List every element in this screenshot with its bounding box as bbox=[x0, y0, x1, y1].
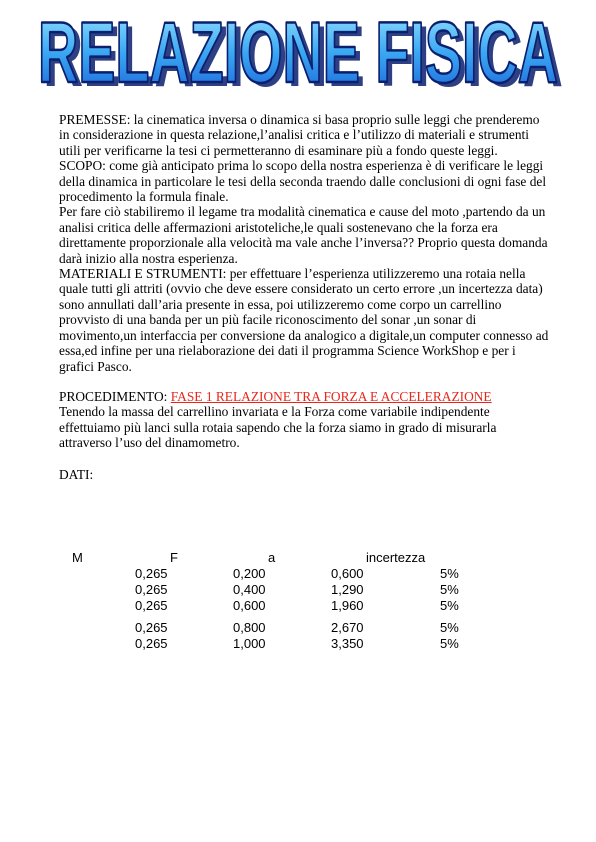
document-body bbox=[59, 112, 549, 482]
table-cell: 5% bbox=[440, 620, 459, 635]
table-cell: 5% bbox=[440, 598, 459, 613]
table-header-m: M bbox=[72, 550, 83, 565]
procedimento-label: PROCEDIMENTO: bbox=[59, 388, 171, 404]
paragraph-materiali: MATERIALI E STRUMENTI: per effettuare l’esperienza utilizzeremo una rotaia nella quale tutti gli attriti (ovvio che deve essere considerato un certo errore ,un incertezza data) sono annullati dall’aria presente in essa, poi utilizzeremo come corpo un carrellino provvisto di una banda per un più facile riconoscimento del sonar ,un sonar di movimento,un interfaccia per conversione da analogico a digitale,un computer connesso ad essa,ed infine per una rielaborazione dei dati il programma Science WorkShop e per i grafici Pasco. bbox=[59, 266, 549, 374]
table-cell: 2,670 bbox=[331, 620, 364, 635]
table-cell: 0,265 bbox=[135, 636, 168, 651]
table-cell: 0,200 bbox=[233, 566, 266, 581]
paragraph-procedimento-text: Tenendo la massa del carrellino invariata e la Forza come variabile indipendente effettuiamo più lanci sulla rotaia sapendo che la forza siamo in grado di misurarla attraverso l’uso del dinamometro. bbox=[59, 404, 497, 451]
table-cell: 5% bbox=[440, 636, 459, 651]
table-cell: 0,265 bbox=[135, 620, 168, 635]
fase1-link[interactable]: FASE 1 RELAZIONE TRA FORZA E ACCELERAZIONE bbox=[170, 388, 492, 404]
paragraph-premesse: PREMESSE: la cinematica inversa o dinamica si basa proprio sulle leggi che prenderemo in considerazione in questa relazione,l’analisi critica e l’utilizzo di materiali e strumenti utili per verificarne la tesi ci permetteranno di esaminare più a fondo queste leggi. bbox=[59, 112, 540, 158]
table-header-f: F bbox=[170, 550, 178, 565]
table-cell: 0,265 bbox=[135, 566, 168, 581]
table-cell: 0,265 bbox=[135, 598, 168, 613]
table-cell: 0,400 bbox=[233, 582, 266, 597]
table-header-a: a bbox=[268, 550, 276, 565]
table-cell: 1,290 bbox=[331, 582, 364, 597]
paragraph-procedimento bbox=[59, 389, 549, 404]
table-cell: 0,800 bbox=[233, 620, 266, 635]
page-title: RELAZIONE FISICA bbox=[38, 5, 558, 100]
table-cell: 0,265 bbox=[135, 582, 168, 597]
table-header-incertezza: incertezza bbox=[366, 550, 426, 565]
table-cell: 5% bbox=[440, 566, 459, 581]
table-cell: 1,960 bbox=[331, 598, 364, 613]
paragraph-per-fare: Per fare ciò stabiliremo il legame tra modalità cinematica e cause del moto ,partendo da un analisi critica delle affermazioni aristoteliche,le quali sostenevano che la forza era direttamente proporzionale alla velocità ma vale anche l’inversa?? Proprio questa domanda darà inizio alla nostra esperienza. bbox=[59, 204, 548, 266]
title-shadow: RELAZIONE FISICA bbox=[43, 9, 563, 100]
table-cell: 3,350 bbox=[331, 636, 364, 651]
table-cell: 0,600 bbox=[233, 598, 266, 613]
table-cell: 0,600 bbox=[331, 566, 364, 581]
dati-label: DATI: bbox=[59, 466, 94, 482]
table-cell: 1,000 bbox=[233, 636, 266, 651]
paragraph-scopo: SCOPO: come già anticipato prima lo scopo della nostra esperienza è di verificare le leggi della dinamica in particolare le tesi della seconda traendo dalle conclusioni di ogni fase del procedimento la formula finale. bbox=[59, 158, 547, 205]
table-cell: 5% bbox=[440, 582, 459, 597]
title-wordart bbox=[0, 0, 596, 100]
